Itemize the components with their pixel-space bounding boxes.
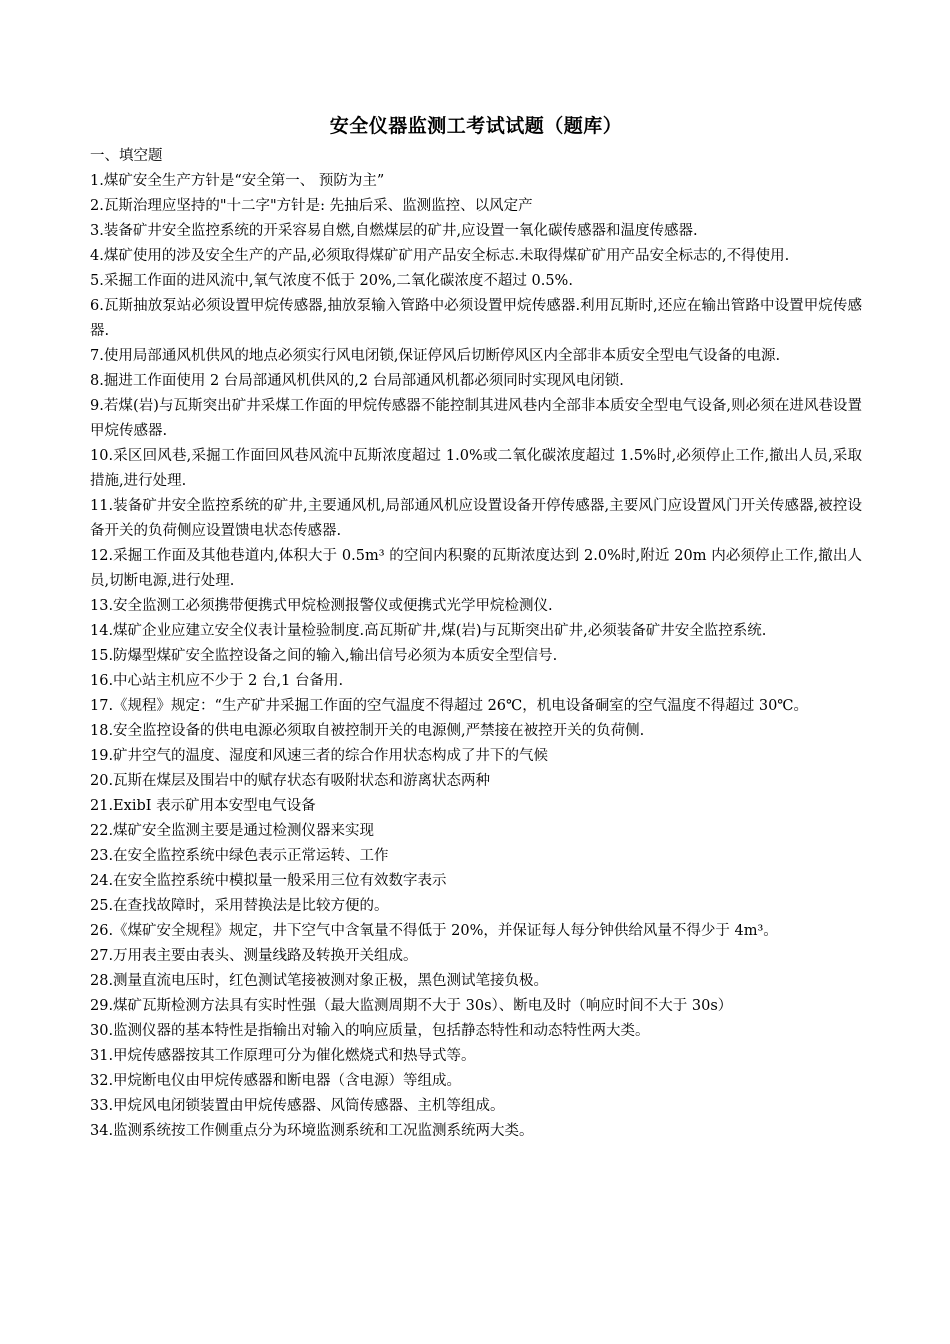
question-item: 5.采掘工作面的进风流中,氧气浓度不低于 20%,二氧化碳浓度不超过 0.5%. (90, 273, 573, 289)
question-item: 4.煤矿使用的涉及安全生产的产品,必须取得煤矿矿用产品安全标志.未取得煤矿矿用产品安全标志的,不得使用. (90, 248, 790, 264)
question-item: 33.甲烷风电闭锁装置由甲烷传感器、风筒传感器、主机等组成。 (90, 1098, 505, 1114)
question-item: 15.防爆型煤矿安全监控设备之间的输入,输出信号必须为本质安全型信号. (90, 648, 558, 664)
question-item: 21.ExibI 表示矿用本安型电气设备 (90, 798, 316, 814)
question-item: 31.甲烷传感器按其工作原理可分为催化燃烧式和热导式等。 (90, 1048, 476, 1064)
question-item: 22.煤矿安全监测主要是通过检测仪器来实现 (90, 823, 375, 839)
question-item: 17.《规程》规定：“生产矿井采掘工作面的空气温度不得超过 26℃，机电设备硐室的空气温度不得超过 30℃。 (90, 698, 809, 714)
question-item: 7.使用局部通风机供风的地点必须实行风电闭锁,保证停风后切断停风区内全部非本质安全型电气设备的电源. (90, 348, 781, 364)
question-item: 27.万用表主要由表头、测量线路及转换开关组成。 (90, 948, 418, 964)
question-item: 18.安全监控设备的供电电源必须取自被控制开关的电源侧,严禁接在被控开关的负荷侧. (90, 723, 645, 739)
question-item: 19.矿井空气的温度、湿度和风速三者的综合作用状态构成了井下的气候 (90, 748, 549, 764)
question-item: 8.掘进工作面使用 2 台局部通风机供风的,2 台局部通风机都必须同时实现风电闭锁. (90, 373, 624, 389)
question-item: 6.瓦斯抽放泵站必须设置甲烷传感器,抽放泵输入管路中必须设置甲烷传感器.利用瓦斯时,还应在输出管路中设置甲烷传感器. (90, 298, 862, 339)
question-item: 1.煤矿安全生产方针是“安全第一、 预防为主” (90, 173, 385, 189)
question-item: 16.中心站主机应不少于 2 台,1 台备用. (90, 673, 344, 689)
document-page (90, 108, 862, 1144)
question-item: 11.装备矿井安全监控系统的矿井,主要通风机,局部通风机应设置设备开停传感器,主要风门应设置风门开关传感器,被控设备开关的负荷侧应设置馈电状态传感器. (90, 498, 862, 539)
question-item: 9.若煤(岩)与瓦斯突出矿井采煤工作面的甲烷传感器不能控制其进风巷内全部非本质安全型电气设备,则必须在进风巷设置甲烷传感器. (90, 398, 862, 439)
question-item: 14.煤矿企业应建立安全仪表计量检验制度.高瓦斯矿井,煤(岩)与瓦斯突出矿井,必须装备矿井安全监控系统. (90, 623, 767, 639)
question-item: 29.煤矿瓦斯检测方法具有实时性强（最大监测周期不大于 30s）、断电及时（响应时间不大于 30s） (90, 998, 733, 1014)
section-heading: 一、填空题 (90, 148, 163, 164)
question-item: 34.监测系统按工作侧重点分为环境监测系统和工况监测系统两大类。 (90, 1123, 534, 1139)
question-item: 3.装备矿井安全监控系统的开采容易自燃,自燃煤层的矿井,应设置一氧化碳传感器和温度传感器. (90, 223, 698, 239)
question-item: 23.在安全监控系统中绿色表示正常运转、工作 (90, 848, 389, 864)
question-item: 28.测量直流电压时，红色测试笔接被测对象正极，黑色测试笔接负极。 (90, 973, 549, 989)
question-item: 20.瓦斯在煤层及围岩中的赋存状态有吸附状态和游离状态两种 (90, 773, 491, 789)
question-item: 26.《煤矿安全规程》规定，井下空气中含氧量不得低于 20%，并保证每人每分钟供给风量不得少于 4m³。 (90, 923, 778, 939)
question-item: 24.在安全监控系统中模拟量一般采用三位有效数字表示 (90, 873, 447, 889)
document-title: 安全仪器监测工考试试题（题库） (329, 115, 623, 137)
question-item: 32.甲烷断电仪由甲烷传感器和断电器（含电源）等组成。 (90, 1073, 462, 1089)
question-item: 10.采区回风巷,采掘工作面回风巷风流中瓦斯浓度超过 1.0%或二氧化碳浓度超过 1.5%时,必须停止工作,撤出人员,采取措施,进行处理. (90, 448, 862, 489)
question-list (90, 169, 862, 1144)
question-item: 25.在查找故障时，采用替换法是比较方便的。 (90, 898, 389, 914)
question-item: 2.瓦斯治理应坚持的"十二字"方针是: 先抽后采、监测监控、以风定产 (90, 198, 533, 214)
question-item: 13.安全监测工必须携带便携式甲烷检测报警仪或便携式光学甲烷检测仪. (90, 598, 553, 614)
question-item: 12.采掘工作面及其他巷道内,体积大于 0.5m³ 的空间内积聚的瓦斯浓度达到 2.0%时,附近 20m 内必须停止工作,撤出人员,切断电源,进行处理. (90, 548, 862, 589)
question-item: 30.监测仪器的基本特性是指输出对输入的响应质量，包括静态特性和动态特性两大类。 (90, 1023, 650, 1039)
